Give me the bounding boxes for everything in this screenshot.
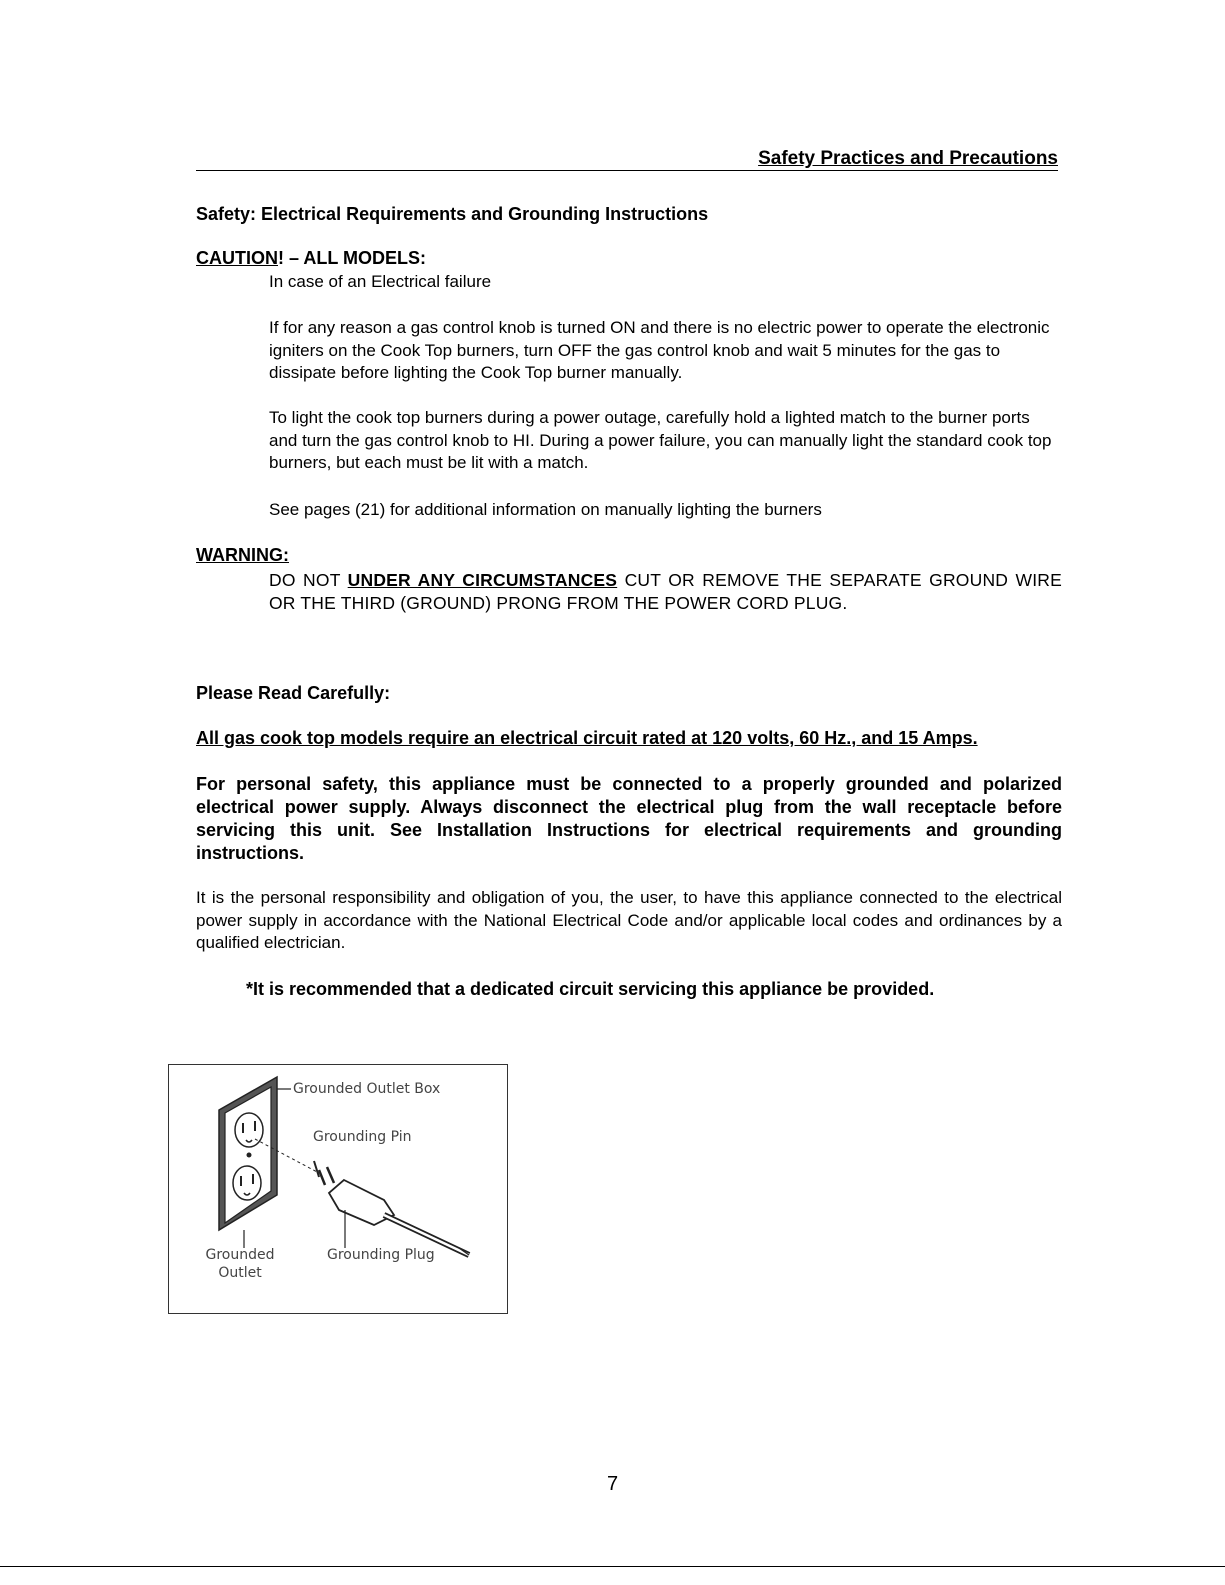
outlet-box-icon — [219, 1077, 277, 1230]
caution-para2-text: To light the cook top burners during a power outage, carefully hold a lighted match to the burner ports and turn the gas control knob to HI. During a power failure, you can manually light the standard cook top burners, but each must be lit with a match. — [269, 408, 1052, 472]
grounded-outlet-line1: Grounded — [205, 1247, 275, 1263]
caution-heading — [196, 248, 426, 269]
recommendation-text: *It is recommended that a dedicated circuit servicing this appliance be provided. — [246, 979, 935, 999]
header-rule — [196, 170, 1058, 171]
bottom-rule — [0, 1566, 1225, 1567]
read-carefully-heading: Please Read Carefully: — [196, 683, 391, 703]
warning-pre: DO NOT — [269, 570, 348, 590]
grounding-pin-label: Grounding Pin — [313, 1129, 412, 1145]
warning-post: CUT OR REMOVE THE SEPARATE GROUND WIRE OR THE THIRD (GROUND) PRONG FROM THE POWER CORD PLUG. — [269, 570, 1062, 613]
responsibility-text: It is the personal responsibility and obligation of you, the user, to have this appliance connected to the electrical power supply in accordance with the National Electrical Code and/or applicable local codes and ordinances by a qualified electrician. — [196, 888, 1062, 952]
warning-emphasis: UNDER ANY CIRCUMSTANCES — [347, 570, 618, 590]
warning-body — [269, 569, 1062, 615]
section-title: Safety: Electrical Requirements and Grounding Instructions — [196, 204, 709, 224]
caution-label: CAUTION — [196, 248, 278, 268]
caution-line1-text: In case of an Electrical failure — [269, 272, 492, 291]
caution-para3 — [269, 499, 1059, 522]
caution-suffix: ! – ALL MODELS: — [278, 248, 426, 268]
grounding-plug-label: Grounding Plug — [327, 1247, 435, 1263]
caution-para2 — [269, 407, 1059, 475]
caution-para3-text: See pages (21) for additional information on manually lighting the burners — [269, 500, 822, 519]
outlet-box-label: Grounded Outlet Box — [293, 1081, 441, 1097]
caution-para1-text: If for any reason a gas control knob is turned ON and there is no electric power to operate the electronic igniters on the Cook Top burners, turn OFF the gas control knob and wait 5 minutes for the gas to dissipate before lighting the Cook Top burner manually. — [269, 318, 1050, 382]
grounding-plug-icon — [314, 1161, 469, 1255]
grounded-outlet-line2: Outlet — [218, 1265, 262, 1281]
caution-para1 — [269, 317, 1059, 385]
caution-line1 — [269, 271, 1059, 294]
grounded-outlet-label — [201, 1246, 279, 1282]
page-number: 7 — [606, 1473, 619, 1495]
warning-heading: WARNING: — [196, 545, 289, 565]
header-title: Safety Practices and Precautions — [758, 148, 1058, 169]
grounding-figure — [168, 1064, 508, 1314]
amps-requirement: All gas cook top models require an electrical circuit rated at 120 volts, 60 Hz., and 15 Amps. — [196, 728, 978, 748]
personal-safety-text: For personal safety, this appliance must be connected to a properly grounded and polarized electrical power supply. Always disconnect the electrical plug from the wall receptacle before servicing this unit. See Installation Instructions for electrical requirements and grounding instructions. — [196, 774, 1062, 863]
